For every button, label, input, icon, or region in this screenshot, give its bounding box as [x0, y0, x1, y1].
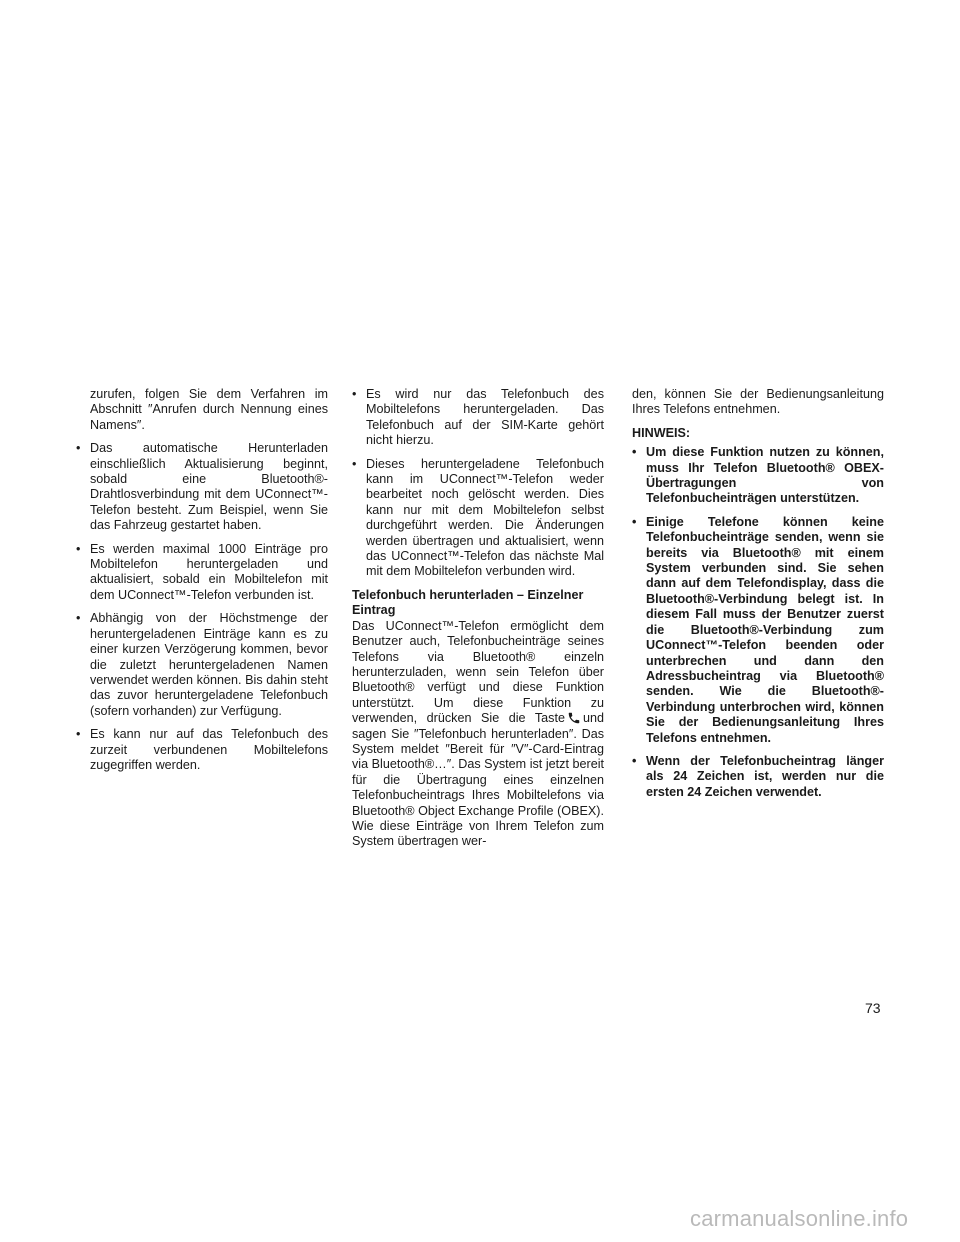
list-item: • Wenn der Telefonbucheintrag länger als 24 Zeichen ist, werden nur die ersten 24 Zeichen verwendet.: [632, 753, 884, 799]
list-item: • Um diese Funktion nutzen zu können, muss Ihr Telefon Bluetooth® OBEX-Übertragungen von Telefonbucheinträgen unterstützen.: [632, 445, 884, 506]
column-right: [632, 387, 884, 800]
watermark: carmanualsonline.info: [690, 1206, 909, 1231]
list-item: • Dieses heruntergeladene Telefonbuch kann im UConnect™-Telefon weder bearbeitet noch gelöscht werden. Dies kann nur mit dem Mobiltelefon selbst durchgeführt werden. Die Änderungen werden übertragen und aktualisiert, wenn das UConnect™-Telefon das nächste Mal mit dem Mobiltelefon verbunden wird.: [352, 456, 604, 579]
page-number: 73: [865, 1000, 881, 1016]
phone-handset-icon: [567, 711, 581, 725]
list-item: • Das automatische Herunterladen einschließlich Aktualisierung beginnt, sobald eine Bluetooth®-Drahtlosverbindung mit dem UConnect™-Telefon besteht. Zum Beispiel, wenn Sie das Fahrzeug gestartet haben.: [76, 441, 328, 533]
column-middle: [352, 387, 604, 850]
list-item: • Es werden maximal 1000 Einträge pro Mobiltelefon heruntergeladen und aktualisiert, sobald ein Mobiltelefon mit dem UConnect™-Telefon verbunden ist.: [76, 541, 328, 602]
section-heading: Telefonbuch herunterladen – Einzelner Eintrag: [352, 587, 584, 618]
note-label: HINWEIS:: [632, 425, 691, 440]
list-item: • Es wird nur das Telefonbuch des Mobiltelefons heruntergeladen. Das Telefonbuch auf der SIM-Karte gehört nicht hierzu.: [352, 387, 604, 448]
list-item: • Es kann nur auf das Telefonbuch des zurzeit verbundenen Mobiltelefons zugegriffen werden.: [76, 727, 328, 772]
list-item: • Abhängig von der Höchstmenge der heruntergeladenen Einträge kann es zu einer kurzen Verzögerung kommen, bevor die zuletzt heruntergeladenen Namen verwendet werden können. Bis dahin steht das zuvor heruntergeladene Telefonbuch (sofern vorhanden) zur Verfügung.: [76, 611, 328, 718]
list-item: • Einige Telefone können keine Telefonbucheinträge senden, wenn sie bereits via Bluetooth® mit einem System verbunden sind. Sie sehen dann auf dem Telefondisplay, dass die Bluetooth®-Verbindung belegt ist. In diesem Fall muss der Benutzer zuerst die Bluetooth®-Verbindung zum UConnect™-Telefon beenden oder unterbrechen und dann den Adressbucheintrag via Bluetooth® senden. Wie die Bluetooth®-Verbindung unterbrochen wird, können Sie der Bedienungsanleitung Ihres Telefons entnehmen.: [632, 514, 884, 745]
intro-paragraph: zurufen, folgen Sie dem Verfahren im Abschnitt ″Anrufen durch Nennung eines Namens″.: [90, 387, 328, 432]
column-left: [76, 387, 328, 773]
continuation-paragraph: den, können Sie der Bedienungsanleitung Ihres Telefons entnehmen.: [632, 387, 884, 417]
body-paragraph: Das UConnect™-Telefon ermöglicht dem Benutzer auch, Telefonbucheinträge seines Telefons via Bluetooth® einzeln herunterzuladen, wenn sein Telefon über Bluetooth® verfügt und diese Funktion unterstützt. Um diese Funktion zu verwenden, drücken Sie die Taste und sagen Sie ″Telefonbuch herunterladen″. Das System meldet ″Bereit für ″V″-Card-Eintrag via Bluetooth®…″. Das System ist jetzt bereit für die Übertragung eines einzelnen Telefonbucheintrags Ihres Mobiltelefons via Bluetooth® Object Exchange Profile (OBEX). Wie diese Einträge von Ihrem Telefon zum System übertragen wer-: [352, 618, 604, 849]
